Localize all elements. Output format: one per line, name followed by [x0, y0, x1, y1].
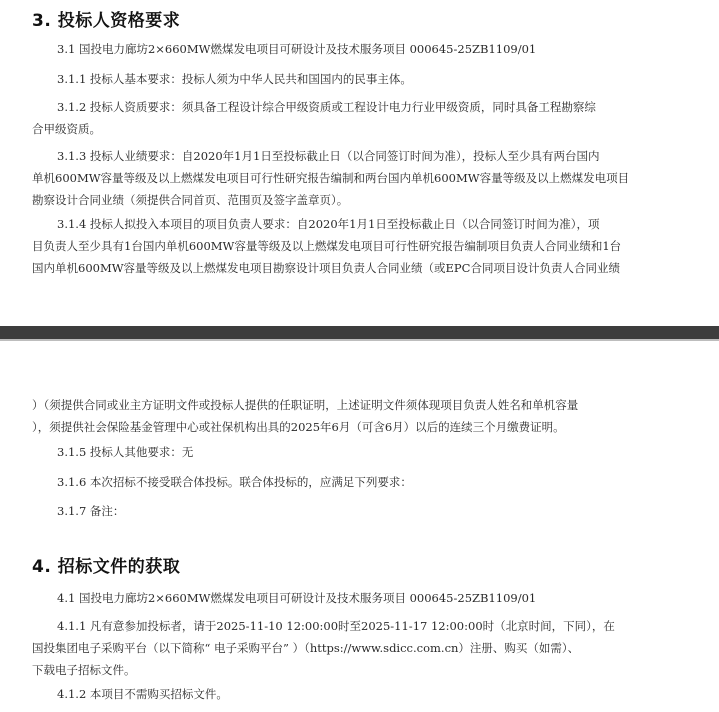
- paragraph-line: 目负责人至少具有1台国内单机600MW容量等级及以上燃煤发电项目可行性研究报告编制项目负责人合同业绩和1台: [32, 239, 622, 253]
- paragraph-3-1-3: [32, 145, 684, 211]
- paragraph-3-1-2: [32, 96, 684, 140]
- paragraph-line: 3.1.5 投标人其他要求：无: [57, 445, 194, 459]
- paragraph-line: 4.1 国投电力廊坊2×660MW燃煤发电项目可研设计及技术服务项目 000645-25ZB1109/01: [57, 591, 537, 605]
- paragraph-line: ）（须提供合同或业主方证明文件或投标人提供的任职证明，上述证明文件须体现项目负责人姓名和单机容量: [32, 398, 579, 412]
- paragraph-line: 单机600MW容量等级及以上燃煤发电项目可行性研究报告编制和两台国内单机600MW容量等级及以上燃煤发电项目: [32, 171, 630, 185]
- paragraph-4-1: [32, 587, 684, 609]
- paragraph-line: 4.1.2 本项目不需购买招标文件。: [57, 687, 228, 701]
- document-page-2: [0, 341, 719, 712]
- paragraph-line: 3.1.7 备注：: [57, 504, 125, 518]
- paragraph-line: 下载电子招标文件。: [32, 663, 136, 677]
- paragraph-line: 3.1.1 投标人基本要求：投标人须为中华人民共和国国内的民事主体。: [57, 72, 412, 86]
- paragraph-line: 勘察设计合同业绩（须提供合同首页、范围页及签字盖章页）。: [32, 193, 349, 207]
- paragraph-4-1-2: [32, 683, 684, 705]
- paragraph-3-1-4: [32, 213, 684, 279]
- paragraph-3-1-4-continued: [32, 394, 684, 438]
- paragraph-line: 3.1.4 投标人拟投入本项目的项目负责人要求：自2020年1月1日至投标截止日（以合同签订时间为准），项: [57, 217, 600, 231]
- document-page-1: [0, 0, 719, 326]
- paragraph-3-1-1: [32, 68, 684, 90]
- paragraph-line: 合甲级资质。: [32, 122, 101, 136]
- page-break-divider: [0, 326, 719, 341]
- paragraph-line: 3.1 国投电力廊坊2×660MW燃煤发电项目可研设计及技术服务项目 000645-25ZB1109/01: [57, 42, 537, 56]
- paragraph-line: 4.1.1 凡有意参加投标者，请于2025-11-10 12:00:00时至2025-11-17 12:00:00时（北京时间，下同），在: [57, 619, 615, 633]
- paragraph-3-1-6: [32, 471, 684, 493]
- paragraph-line: 国投集团电子采购平台（以下简称“ 电子采购平台” ）（https://www.sdicc.com.cn）注册、购买（如需）、: [32, 641, 580, 655]
- paragraph-4-1-1: [32, 615, 684, 681]
- paragraph-line: 3.1.2 投标人资质要求：须具备工程设计综合甲级资质或工程设计电力行业甲级资质，同时具备工程勘察综: [57, 100, 596, 114]
- paragraph-line: ），须提供社会保险基金管理中心或社保机构出具的2025年6月（可含6月）以后的连续三个月缴费证明。: [32, 420, 565, 434]
- paragraph-line: 国内单机600MW容量等级及以上燃煤发电项目勘察设计项目负责人合同业绩（或EPC合同项目设计负责人合同业绩: [32, 261, 620, 275]
- section-3-heading: 3. 投标人资格要求: [32, 11, 181, 31]
- paragraph-line: 3.1.6 本次招标不接受联合体投标。联合体投标的，应满足下列要求：: [57, 475, 412, 489]
- paragraph-3-1-5: [32, 441, 684, 463]
- paragraph-line: 3.1.3 投标人业绩要求：自2020年1月1日至投标截止日（以合同签订时间为准），投标人至少具有两台国内: [57, 149, 600, 163]
- section-4-heading: 4. 招标文件的获取: [32, 557, 181, 577]
- paragraph-3-1: [32, 38, 684, 60]
- paragraph-3-1-7: [32, 500, 684, 522]
